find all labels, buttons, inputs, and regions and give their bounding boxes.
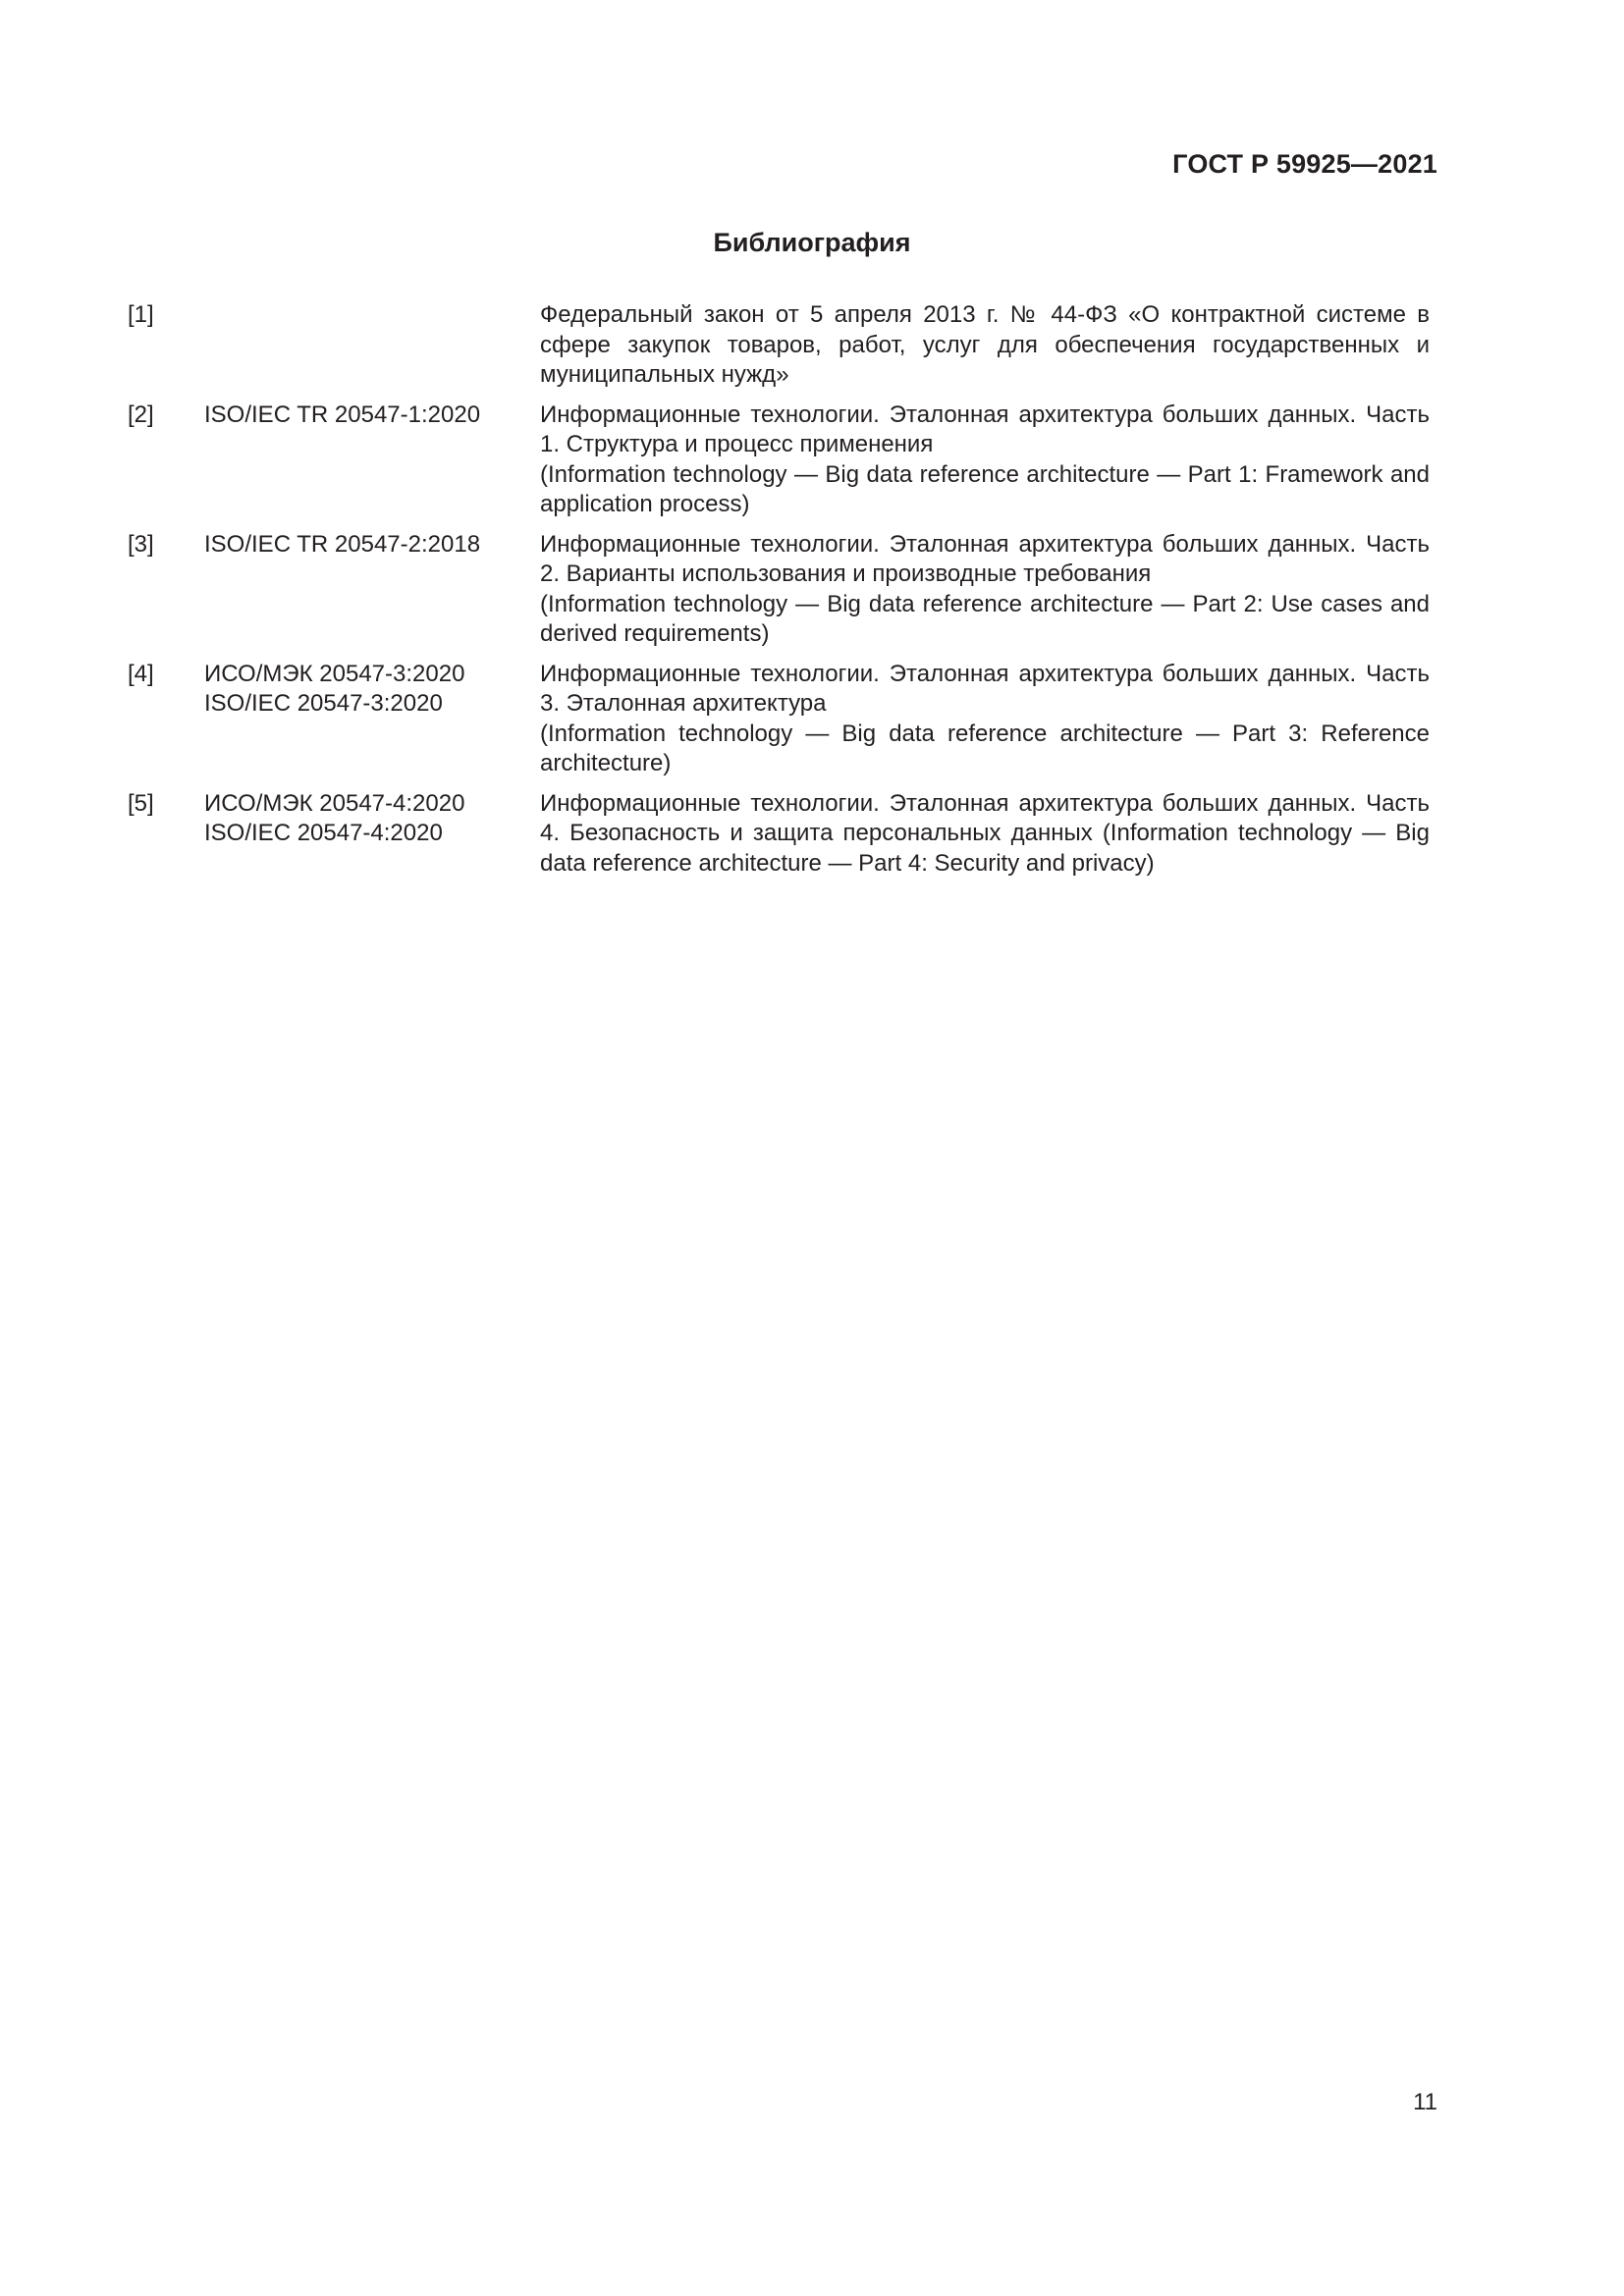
entry-number: [2] <box>128 400 154 428</box>
section-title: Библиография <box>713 228 911 257</box>
entry-code-line: ИСО/МЭК 20547-3:2020 <box>204 660 465 687</box>
page-number: 11 <box>1413 2089 1437 2115</box>
entry-number: [3] <box>128 530 154 558</box>
bibliography-list <box>128 300 1430 888</box>
entry-paragraph: (Information technology — Big data reference architecture — Part 1: Framework and application process) <box>540 460 1430 517</box>
entry-paragraph: (Information technology — Big data reference architecture — Part 3: Reference architecture) <box>540 720 1430 776</box>
entry-code <box>204 789 540 880</box>
entry-paragraph: Информационные технологии. Эталонная архитектура больших данных. Часть 2. Варианты использования и производные требования <box>540 530 1430 587</box>
bibliography-entry <box>128 530 1430 650</box>
entry-number: [5] <box>128 789 154 817</box>
entry-paragraph: Информационные технологии. Эталонная архитектура больших данных. Часть 4. Безопасность и защита персональных данных (Information technology — Big data reference architecture — Part 4: Security and privacy) <box>540 789 1430 877</box>
entry-code <box>204 400 540 520</box>
entry-code-line: ISO/IEC 20547-4:2020 <box>204 820 443 846</box>
entry-text <box>540 300 1430 391</box>
entry-code <box>204 530 540 650</box>
entry-text <box>540 530 1430 650</box>
entry-paragraph: Информационные технологии. Эталонная архитектура больших данных. Часть 1. Структура и процесс применения <box>540 400 1430 457</box>
bibliography-entry <box>128 789 1430 880</box>
entry-code <box>204 660 540 779</box>
entry-text <box>540 660 1430 779</box>
entry-code-line: ИСО/МЭК 20547-4:2020 <box>204 789 465 817</box>
document-code: ГОСТ Р 59925—2021 <box>1172 149 1437 179</box>
entry-number: [1] <box>128 301 154 328</box>
entry-code <box>204 300 540 391</box>
entry-code-line: ISO/IEC 20547-3:2020 <box>204 690 443 717</box>
entry-paragraph: (Information technology — Big data reference architecture — Part 2: Use cases and derived requirements) <box>540 590 1430 647</box>
bibliography-entry <box>128 300 1430 391</box>
entry-text <box>540 789 1430 880</box>
bibliography-entry <box>128 660 1430 779</box>
entry-number: [4] <box>128 660 154 687</box>
entry-code-line: ISO/IEC TR 20547-2:2018 <box>204 530 481 558</box>
bibliography-entry <box>128 400 1430 520</box>
entry-text <box>540 400 1430 520</box>
entry-paragraph: Федеральный закон от 5 апреля 2013 г. № 44-ФЗ «О контрактной системе в сфере закупок товаров, работ, услуг для обеспечения государственных и муниципальных нужд» <box>540 301 1430 388</box>
entry-code-line: ISO/IEC TR 20547-1:2020 <box>204 400 481 428</box>
entry-paragraph: Информационные технологии. Эталонная архитектура больших данных. Часть 3. Эталонная архитектура <box>540 660 1430 717</box>
